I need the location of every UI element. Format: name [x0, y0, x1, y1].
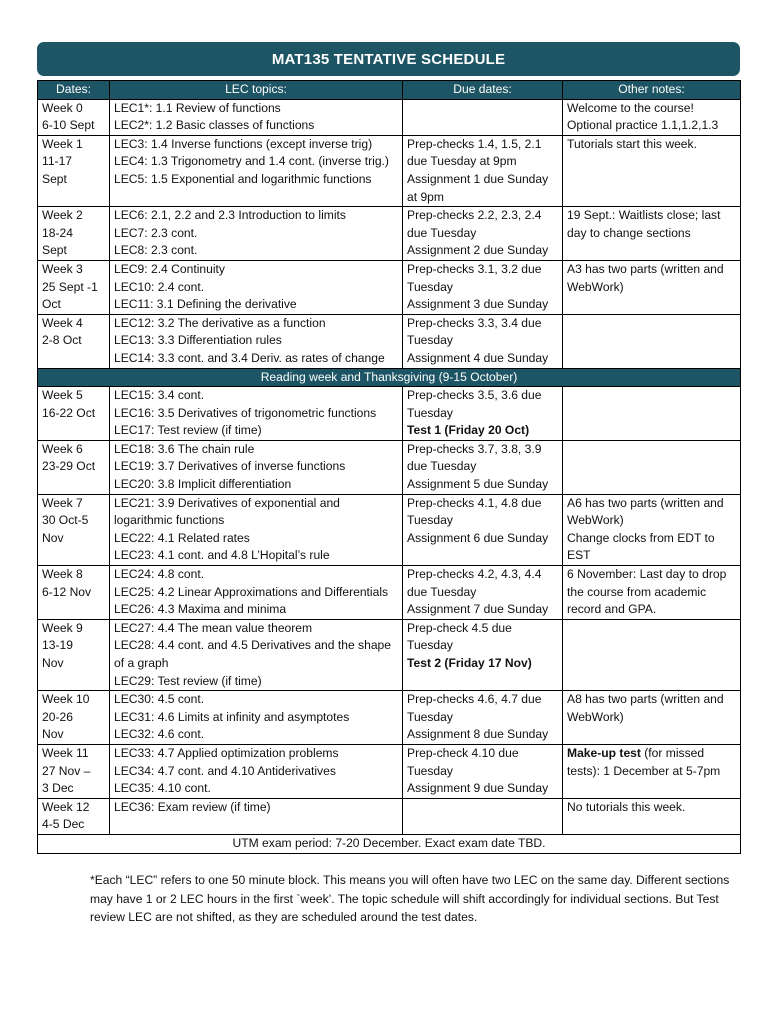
due-dates-cell	[403, 260, 563, 314]
lec-topic-line: LEC17: Test review (if time)	[114, 423, 262, 438]
week-date-line: 6-10 Sept	[42, 118, 95, 133]
week-date-line: Week 1	[42, 136, 83, 151]
week-dates-cell	[38, 691, 110, 745]
week-dates-cell	[38, 314, 110, 368]
note-line: Optional practice 1.1,1.2,1.3	[567, 118, 719, 133]
lec-topic-line: LEC27: 4.4 The mean value theorem	[114, 620, 313, 635]
week-date-line: Week 3	[42, 261, 83, 276]
week-date-line: 4-5 Dec	[42, 817, 85, 832]
week-date-line: Week 4	[42, 315, 83, 330]
due-date-line: Assignment 8 due Sunday	[407, 727, 549, 742]
week-date-line: Nov	[42, 656, 64, 670]
due-date-line: Prep-checks 4.1, 4.8 due Tuesday	[407, 495, 542, 528]
reading-week-banner: Reading week and Thanksgiving (9-15 October)	[38, 368, 741, 387]
due-date-line: Prep-checks 3.7, 3.8, 3.9 due Tuesday	[407, 441, 542, 474]
week-date-line: Sept	[42, 243, 67, 258]
lec-topic-line: LEC34: 4.7 cont. and 4.10 Antiderivatives	[114, 763, 336, 778]
lec-topic-line: LEC29: Test review (if time)	[114, 673, 262, 688]
week-date-line: Oct	[42, 297, 61, 312]
due-date-line: Assignment 9 due Sunday	[407, 781, 549, 796]
due-dates-cell	[403, 798, 563, 834]
due-date-line: Prep-checks 4.2, 4.3, 4.4 due Tuesday	[407, 567, 542, 599]
due-dates-cell	[403, 135, 563, 206]
lec-topic-line: LEC8: 2.3 cont.	[114, 243, 198, 258]
lec-footnote: *Each “LEC” refers to one 50 minute block. This means you will often have two LEC on the same day. Different sections may have 1 or 2 LEC hours in the first `week’. The topic schedule will shift accordingly for individual sections. But Test review LEC are not shifted, as they are scheduled around the test dates.	[90, 873, 730, 924]
lec-topic-line: LEC25: 4.2 Linear Approximations and Differentials	[114, 584, 389, 599]
week-date-line: Week 0	[42, 100, 83, 115]
week-date-line: 23-29 Oct	[42, 459, 96, 474]
schedule-title: MAT135 TENTATIVE SCHEDULE	[37, 42, 740, 76]
schedule-body	[38, 99, 741, 834]
exam-period-row	[38, 834, 741, 853]
lec-topic-line: LEC36: Exam review (if time)	[114, 799, 271, 814]
lec-topic-line: LEC28: 4.4 cont. and 4.5 Derivatives and the shape of a graph	[114, 638, 391, 670]
week-dates-cell	[38, 619, 110, 690]
lec-topics-cell	[110, 619, 403, 690]
other-notes-cell	[563, 691, 741, 745]
lec-topics-cell	[110, 744, 403, 798]
lec-topic-line: LEC10: 2.4 cont.	[114, 279, 205, 294]
note-text: (for missed tests): 1 December at 5-7pm	[567, 745, 721, 778]
week-row	[38, 744, 741, 798]
week-date-line: Week 10	[42, 692, 90, 707]
other-notes-cell	[563, 99, 741, 135]
week-date-line: 20-26	[42, 709, 73, 724]
week-row	[38, 691, 741, 745]
week-dates-cell	[38, 135, 110, 206]
note-line: A6 has two parts (written and WebWork)	[567, 495, 724, 528]
week-date-line: 16-22 Oct	[42, 405, 96, 420]
week-dates-cell	[38, 440, 110, 494]
other-notes-cell	[563, 135, 741, 206]
week-date-line: Week 2	[42, 208, 83, 223]
due-date-line: Prep-checks 2.2, 2.3, 2.4 due Tuesday	[407, 208, 542, 240]
due-dates-cell	[403, 99, 563, 135]
week-row	[38, 566, 741, 620]
other-notes-cell	[563, 744, 741, 798]
week-row	[38, 314, 741, 368]
week-date-line: Week 7	[42, 495, 83, 510]
week-date-line: Week 12	[42, 799, 90, 814]
lec-topic-line: LEC7: 2.3 cont.	[114, 225, 198, 240]
week-dates-cell	[38, 207, 110, 261]
other-notes-cell	[563, 440, 741, 494]
lec-topic-line: LEC26: 4.3 Maxima and minima	[114, 602, 287, 617]
week-row	[38, 207, 741, 261]
other-notes-cell	[563, 314, 741, 368]
lec-topic-line: LEC5: 1.5 Exponential and logarithmic functions	[114, 171, 372, 186]
header-due-dates: Due dates:	[403, 81, 563, 100]
week-row	[38, 619, 741, 690]
exam-period-text: UTM exam period: 7-20 December. Exact exam date TBD.	[38, 834, 741, 853]
other-notes-cell	[563, 494, 741, 565]
week-date-line: 13-19	[42, 638, 73, 653]
week-date-line: 27 Nov –	[42, 763, 91, 778]
due-date-line: Prep-check 4.5 due Tuesday	[407, 620, 512, 653]
due-dates-cell	[403, 207, 563, 261]
other-notes-cell	[563, 619, 741, 690]
reading-week-banner-row	[38, 368, 741, 387]
week-row	[38, 135, 741, 206]
week-date-line: 11-17	[42, 154, 73, 169]
lec-topic-line: LEC1*: 1.1 Review of functions	[114, 100, 281, 115]
lec-topic-line: LEC19: 3.7 Derivatives of inverse functions	[114, 459, 346, 474]
header-row	[38, 81, 741, 100]
lec-topic-line: LEC15: 3.4 cont.	[114, 388, 205, 403]
due-date-line: Test 1 (Friday 20 Oct)	[407, 423, 530, 438]
due-date-line: Assignment 6 due Sunday	[407, 530, 549, 545]
due-date-line: Prep-checks 4.6, 4.7 due Tuesday	[407, 692, 542, 724]
lec-topic-line: LEC13: 3.3 Differentiation rules	[114, 333, 282, 348]
due-dates-cell	[403, 494, 563, 565]
note-line: A3 has two parts (written and WebWork)	[567, 261, 724, 294]
due-dates-cell	[403, 314, 563, 368]
note-line: Tutorials start this week.	[567, 136, 697, 151]
note-line: 6 November: Last day to drop the course from academic record and GPA.	[567, 567, 727, 617]
week-dates-cell	[38, 494, 110, 565]
note-line: 19 Sept.: Waitlists close; last day to change sections	[567, 208, 721, 240]
due-date-line: Test 2 (Friday 17 Nov)	[407, 656, 532, 670]
week-dates-cell	[38, 99, 110, 135]
week-date-line: Week 6	[42, 441, 83, 456]
lec-topics-cell	[110, 691, 403, 745]
lec-topics-cell	[110, 135, 403, 206]
header-other-notes: Other notes:	[563, 81, 741, 100]
week-date-line: Week 9	[42, 620, 83, 635]
lec-topics-cell	[110, 207, 403, 261]
due-date-line: Prep-checks 3.5, 3.6 due Tuesday	[407, 388, 542, 420]
lec-topic-line: LEC16: 3.5 Derivatives of trigonometric functions	[114, 405, 377, 420]
due-date-line: Assignment 7 due Sunday	[407, 602, 549, 617]
schedule-table	[37, 80, 741, 854]
lec-topic-line: LEC9: 2.4 Continuity	[114, 261, 225, 276]
other-notes-cell	[563, 798, 741, 834]
lec-topic-line: LEC6: 2.1, 2.2 and 2.3 Introduction to limits	[114, 208, 346, 223]
week-row	[38, 260, 741, 314]
week-row	[38, 440, 741, 494]
lec-topic-line: LEC21: 3.9 Derivatives of exponential and logarithmic functions	[114, 495, 340, 528]
lec-topic-line: LEC12: 3.2 The derivative as a function	[114, 315, 326, 330]
week-date-line: 30 Oct-5	[42, 513, 89, 528]
lec-topic-line: LEC14: 3.3 cont. and 3.4 Deriv. as rates of change	[114, 350, 385, 365]
week-row	[38, 798, 741, 834]
lec-topic-line: LEC18: 3.6 The chain rule	[114, 441, 255, 456]
lec-topic-line: LEC31: 4.6 Limits at infinity and asymptotes	[114, 709, 350, 724]
lec-topic-line: LEC30: 4.5 cont.	[114, 692, 205, 707]
week-dates-cell	[38, 798, 110, 834]
lec-topic-line: LEC35: 4.10 cont.	[114, 781, 211, 796]
week-date-line: Week 5	[42, 388, 83, 403]
note-line: Change clocks from EDT to EST	[567, 530, 715, 563]
week-date-line: 6-12 Nov	[42, 584, 92, 599]
week-dates-cell	[38, 260, 110, 314]
due-date-line: Assignment 2 due Sunday	[407, 243, 549, 258]
due-dates-cell	[403, 691, 563, 745]
week-date-line: Week 8	[42, 567, 83, 582]
week-date-line: 25 Sept -1	[42, 279, 98, 294]
week-dates-cell	[38, 387, 110, 441]
due-date-line: Prep-checks 1.4, 1.5, 2.1 due Tuesday at 9pm	[407, 136, 542, 169]
lec-topics-cell	[110, 566, 403, 620]
lec-topics-cell	[110, 798, 403, 834]
week-date-line: 3 Dec	[42, 781, 74, 796]
due-date-line: Prep-checks 3.3, 3.4 due Tuesday	[407, 315, 542, 348]
lec-topic-line: LEC24: 4.8 cont.	[114, 567, 205, 582]
note-line: No tutorials this week.	[567, 799, 686, 814]
week-date-line: Week 11	[42, 745, 89, 760]
note-line: A8 has two parts (written and WebWork)	[567, 692, 724, 724]
lec-topics-cell	[110, 387, 403, 441]
due-dates-cell	[403, 619, 563, 690]
other-notes-cell	[563, 260, 741, 314]
due-dates-cell	[403, 440, 563, 494]
due-date-line: Prep-checks 3.1, 3.2 due Tuesday	[407, 261, 542, 294]
other-notes-cell	[563, 566, 741, 620]
note-line: Welcome to the course!	[567, 100, 694, 115]
due-date-line: Assignment 1 due Sunday at 9pm	[407, 171, 549, 204]
week-dates-cell	[38, 566, 110, 620]
week-date-line: Nov	[42, 530, 64, 545]
lec-topics-cell	[110, 314, 403, 368]
lec-topics-cell	[110, 494, 403, 565]
week-date-line: 18-24	[42, 225, 73, 240]
lec-topic-line: LEC20: 3.8 Implicit differentiation	[114, 477, 292, 492]
header-dates: Dates:	[38, 81, 110, 100]
week-date-line: Nov	[42, 727, 64, 742]
week-row	[38, 387, 741, 441]
due-dates-cell	[403, 566, 563, 620]
due-date-line: Assignment 3 due Sunday	[407, 297, 549, 312]
other-notes-cell	[563, 387, 741, 441]
lec-topic-line: LEC2*: 1.2 Basic classes of functions	[114, 118, 315, 133]
lec-topics-cell	[110, 99, 403, 135]
lec-topic-line: LEC23: 4.1 cont. and 4.8 L’Hopital’s rule	[114, 548, 330, 563]
lec-topic-line: LEC3: 1.4 Inverse functions (except inverse trig)	[114, 136, 373, 151]
lec-topic-line: LEC32: 4.6 cont.	[114, 727, 205, 742]
lec-topic-line: LEC11: 3.1 Defining the derivative	[114, 297, 297, 312]
other-notes-cell	[563, 207, 741, 261]
header-lec-topics: LEC topics:	[110, 81, 403, 100]
week-date-line: Sept	[42, 171, 67, 186]
note-line	[567, 745, 736, 780]
week-row	[38, 494, 741, 565]
week-dates-cell	[38, 744, 110, 798]
due-date-line: Assignment 5 due Sunday	[407, 477, 549, 492]
due-date-line: Assignment 4 due Sunday	[407, 350, 549, 365]
lec-topics-cell	[110, 440, 403, 494]
week-date-line: 2-8 Oct	[42, 333, 82, 348]
lec-topics-cell	[110, 260, 403, 314]
due-date-line: Prep-check 4.10 due Tuesday	[407, 745, 519, 778]
note-emphasis: Make-up test	[567, 745, 641, 760]
due-dates-cell	[403, 387, 563, 441]
due-dates-cell	[403, 744, 563, 798]
lec-topic-line: LEC4: 1.3 Trigonometry and 1.4 cont. (inverse trig.)	[114, 154, 389, 169]
lec-topic-line: LEC33: 4.7 Applied optimization problems	[114, 745, 339, 760]
week-row	[38, 99, 741, 135]
lec-topic-line: LEC22: 4.1 Related rates	[114, 530, 250, 545]
